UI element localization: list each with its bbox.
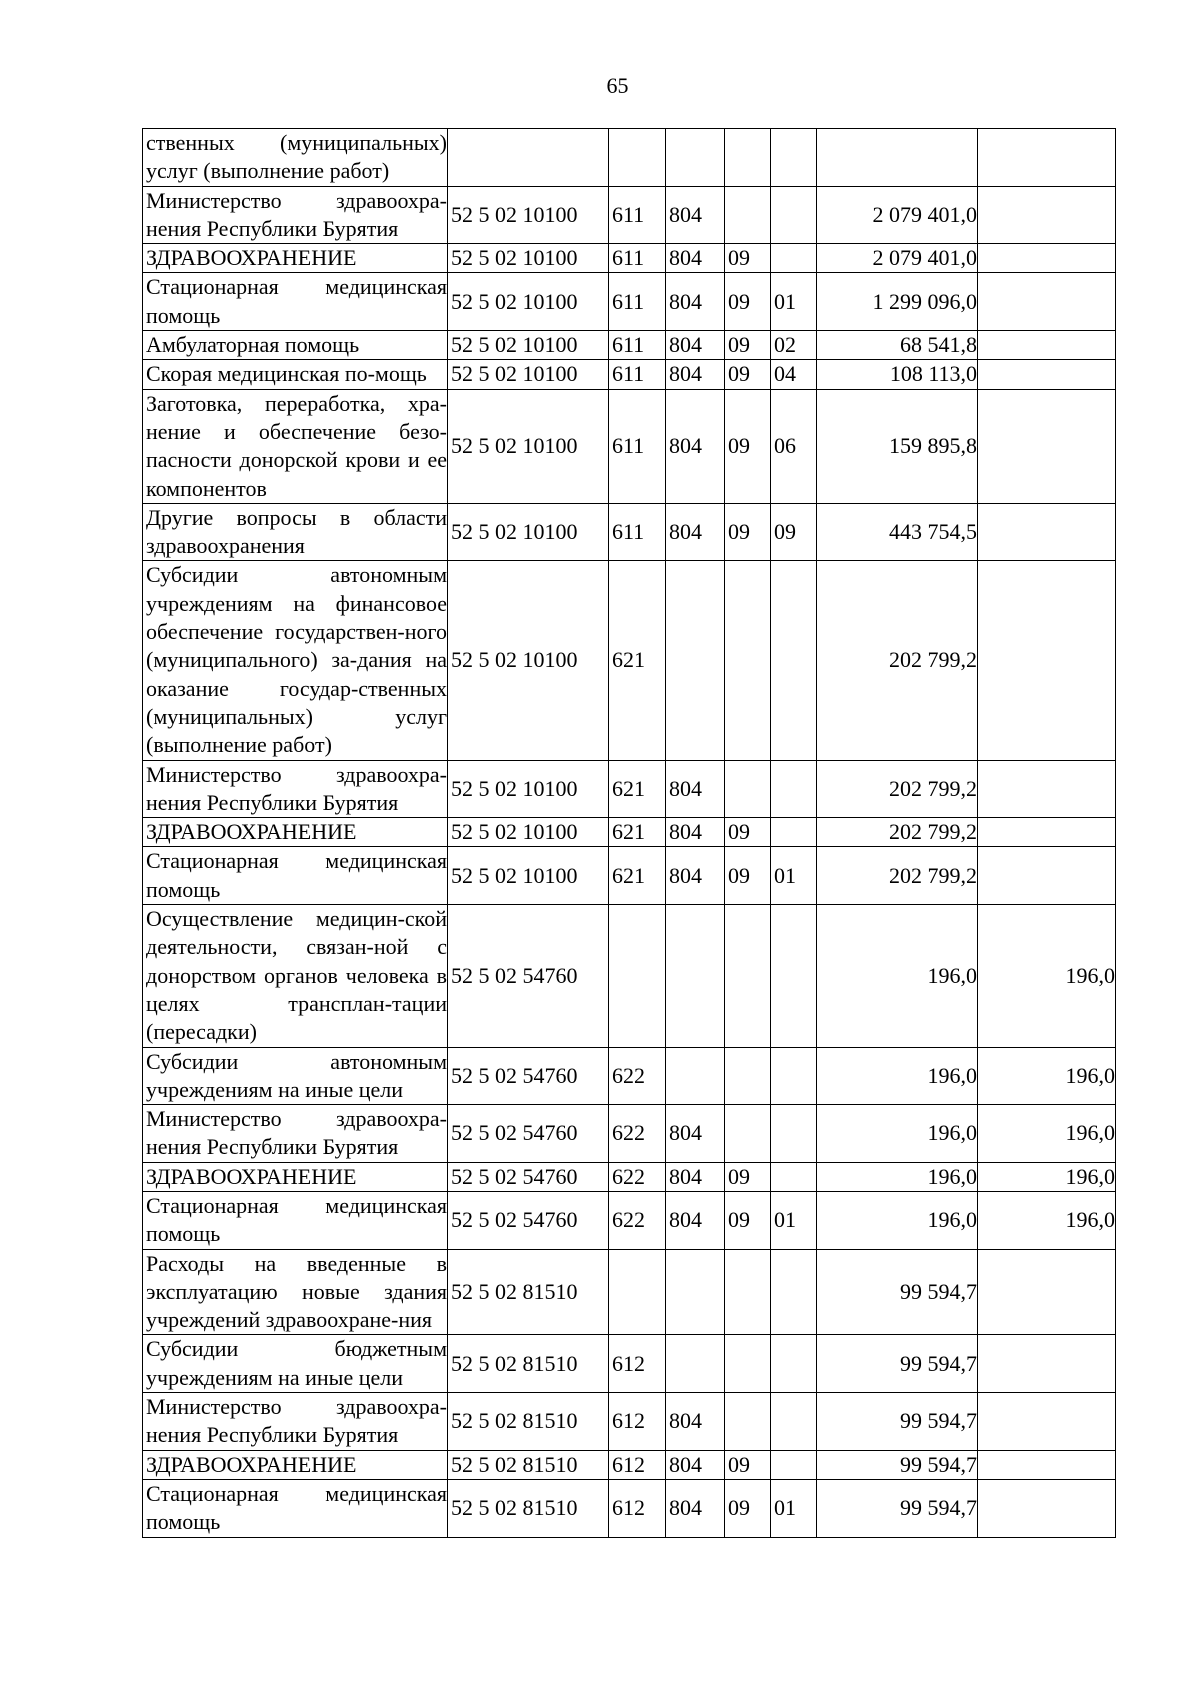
section-code-cell: 09 [725,503,771,561]
amount-cell: 2 079 401,0 [817,186,978,244]
target-article-code-cell: 52 5 02 81510 [448,1393,609,1451]
subsection-code-cell [771,244,817,273]
subsection-code-cell [771,1450,817,1479]
expense-type-code-cell: 621 [609,561,666,760]
amount-federal-cell: 196,0 [978,1047,1116,1105]
target-article-code-cell: 52 5 02 10100 [448,331,609,360]
row-name-cell: Стационарная медицинская помощь [143,847,448,905]
section-code-cell: 09 [725,360,771,389]
table-row [143,1479,1116,1537]
amount-cell: 202 799,2 [817,847,978,905]
expense-type-code-cell: 612 [609,1450,666,1479]
subsection-code-cell: 01 [771,273,817,331]
table-row [143,1047,1116,1105]
amount-federal-cell [978,129,1116,187]
amount-federal-cell [978,1335,1116,1393]
administrator-code-cell [666,1249,725,1335]
table-row [143,360,1116,389]
expense-type-code-cell: 622 [609,1105,666,1163]
target-article-code-cell: 52 5 02 10100 [448,561,609,760]
target-article-code-cell: 52 5 02 81510 [448,1335,609,1393]
expense-type-code-cell: 612 [609,1479,666,1537]
amount-federal-cell: 196,0 [978,1191,1116,1249]
administrator-code-cell: 804 [666,503,725,561]
row-name-cell: Министерство здравоохра-нения Республики Бурятия [143,1393,448,1451]
section-code-cell [725,561,771,760]
amount-cell: 443 754,5 [817,503,978,561]
section-code-cell: 09 [725,1162,771,1191]
table-row [143,1335,1116,1393]
row-name-cell: Заготовка, переработка, хра-нение и обеспечение безо-пасности донорской крови и ее компонентов [143,389,448,503]
row-name-cell: Стационарная медицинская помощь [143,1191,448,1249]
subsection-code-cell [771,1162,817,1191]
table-row [143,760,1116,818]
row-name-cell: Министерство здравоохра-нения Республики Бурятия [143,760,448,818]
amount-cell: 99 594,7 [817,1479,978,1537]
target-article-code-cell: 52 5 02 10100 [448,818,609,847]
administrator-code-cell: 804 [666,760,725,818]
target-article-code-cell: 52 5 02 10100 [448,273,609,331]
amount-federal-cell [978,1479,1116,1537]
amount-cell: 99 594,7 [817,1393,978,1451]
expense-type-code-cell: 622 [609,1047,666,1105]
amount-cell: 196,0 [817,1105,978,1163]
table-row [143,1249,1116,1335]
row-name-cell: ЗДРАВООХРАНЕНИЕ [143,1450,448,1479]
table-row [143,1191,1116,1249]
target-article-code-cell: 52 5 02 81510 [448,1450,609,1479]
table-row [143,503,1116,561]
amount-federal-cell: 196,0 [978,905,1116,1047]
row-name-cell: Стационарная медицинская помощь [143,273,448,331]
target-article-code-cell: 52 5 02 10100 [448,186,609,244]
section-code-cell [725,129,771,187]
amount-cell: 202 799,2 [817,760,978,818]
expense-type-code-cell: 611 [609,244,666,273]
table-row [143,244,1116,273]
section-code-cell [725,1105,771,1163]
administrator-code-cell: 804 [666,360,725,389]
subsection-code-cell: 01 [771,1191,817,1249]
table-row [143,1450,1116,1479]
row-name-cell: Расходы на введенные в эксплуатацию новые здания учреждений здравоохране-ния [143,1249,448,1335]
administrator-code-cell [666,1335,725,1393]
table-row [143,1393,1116,1451]
administrator-code-cell: 804 [666,273,725,331]
target-article-code-cell: 52 5 02 81510 [448,1479,609,1537]
expense-type-code-cell: 611 [609,360,666,389]
subsection-code-cell: 02 [771,331,817,360]
section-code-cell [725,905,771,1047]
table-row [143,331,1116,360]
section-code-cell: 09 [725,244,771,273]
amount-cell: 99 594,7 [817,1450,978,1479]
expense-type-code-cell [609,1249,666,1335]
amount-cell: 108 113,0 [817,360,978,389]
amount-federal-cell [978,561,1116,760]
amount-cell: 202 799,2 [817,818,978,847]
amount-cell: 196,0 [817,905,978,1047]
subsection-code-cell: 06 [771,389,817,503]
amount-cell: 196,0 [817,1162,978,1191]
table-row [143,561,1116,760]
amount-cell [817,129,978,187]
amount-federal-cell [978,760,1116,818]
section-code-cell [725,1249,771,1335]
administrator-code-cell [666,1047,725,1105]
row-name-cell: Субсидии автономным учреждениям на финансовое обеспечение государствен-ного (муниципального) за-дания на оказание государ-ственных (муниципальных) услуг (выполнение работ) [143,561,448,760]
administrator-code-cell: 804 [666,1479,725,1537]
amount-cell: 99 594,7 [817,1335,978,1393]
subsection-code-cell: 01 [771,1479,817,1537]
expense-type-code-cell: 612 [609,1393,666,1451]
section-code-cell: 09 [725,1479,771,1537]
target-article-code-cell: 52 5 02 54760 [448,905,609,1047]
row-name-cell: ЗДРАВООХРАНЕНИЕ [143,244,448,273]
table-row [143,186,1116,244]
administrator-code-cell: 804 [666,1450,725,1479]
table-row [143,273,1116,331]
administrator-code-cell: 804 [666,389,725,503]
expense-type-code-cell: 622 [609,1162,666,1191]
section-code-cell [725,1335,771,1393]
administrator-code-cell: 804 [666,818,725,847]
subsection-code-cell [771,1047,817,1105]
table-row [143,847,1116,905]
section-code-cell: 09 [725,331,771,360]
subsection-code-cell [771,1335,817,1393]
row-name-cell: Амбулаторная помощь [143,331,448,360]
section-code-cell: 09 [725,847,771,905]
section-code-cell [725,1047,771,1105]
subsection-code-cell [771,760,817,818]
amount-federal-cell [978,186,1116,244]
administrator-code-cell [666,905,725,1047]
amount-cell: 99 594,7 [817,1249,978,1335]
expense-type-code-cell [609,905,666,1047]
amount-cell: 202 799,2 [817,561,978,760]
administrator-code-cell: 804 [666,1162,725,1191]
row-name-cell: Скорая медицинская по-мощь [143,360,448,389]
amount-federal-cell [978,331,1116,360]
target-article-code-cell: 52 5 02 10100 [448,244,609,273]
amount-federal-cell [978,244,1116,273]
amount-cell: 196,0 [817,1191,978,1249]
expense-type-code-cell [609,129,666,187]
section-code-cell: 09 [725,273,771,331]
subsection-code-cell [771,1249,817,1335]
target-article-code-cell: 52 5 02 54760 [448,1047,609,1105]
row-name-cell: ственных (муниципальных) услуг (выполнение работ) [143,129,448,187]
administrator-code-cell: 804 [666,1393,725,1451]
administrator-code-cell: 804 [666,1191,725,1249]
row-name-cell: Министерство здравоохра-нения Республики Бурятия [143,1105,448,1163]
amount-cell: 2 079 401,0 [817,244,978,273]
expense-type-code-cell: 621 [609,760,666,818]
section-code-cell [725,1393,771,1451]
row-name-cell: Субсидии автономным учреждениям на иные цели [143,1047,448,1105]
administrator-code-cell: 804 [666,186,725,244]
administrator-code-cell [666,561,725,760]
section-code-cell [725,186,771,244]
row-name-cell: Стационарная медицинская помощь [143,1479,448,1537]
amount-federal-cell [978,273,1116,331]
subsection-code-cell: 04 [771,360,817,389]
amount-federal-cell: 196,0 [978,1162,1116,1191]
expense-type-code-cell: 611 [609,186,666,244]
expense-type-code-cell: 622 [609,1191,666,1249]
subsection-code-cell [771,1105,817,1163]
table-row [143,129,1116,187]
amount-federal-cell [978,1450,1116,1479]
row-name-cell: Осуществление медицин-ской деятельности, связан-ной с донорством органов человека в целях трансплан-тации (пересадки) [143,905,448,1047]
expense-type-code-cell: 611 [609,331,666,360]
expense-type-code-cell: 611 [609,273,666,331]
section-code-cell: 09 [725,1191,771,1249]
subsection-code-cell [771,905,817,1047]
section-code-cell [725,760,771,818]
subsection-code-cell [771,1393,817,1451]
section-code-cell: 09 [725,818,771,847]
amount-federal-cell [978,1393,1116,1451]
target-article-code-cell: 52 5 02 10100 [448,760,609,818]
subsection-code-cell [771,818,817,847]
amount-cell: 159 895,8 [817,389,978,503]
row-name-cell: Министерство здравоохра-нения Республики Бурятия [143,186,448,244]
row-name-cell: ЗДРАВООХРАНЕНИЕ [143,1162,448,1191]
amount-federal-cell [978,1249,1116,1335]
table-row [143,389,1116,503]
subsection-code-cell [771,186,817,244]
row-name-cell: ЗДРАВООХРАНЕНИЕ [143,818,448,847]
row-name-cell: Другие вопросы в области здравоохранения [143,503,448,561]
table-body [143,129,1116,1538]
expense-type-code-cell: 621 [609,847,666,905]
table-row [143,905,1116,1047]
amount-federal-cell [978,847,1116,905]
page-number: 65 [606,73,629,98]
subsection-code-cell: 09 [771,503,817,561]
target-article-code-cell: 52 5 02 54760 [448,1162,609,1191]
subsection-code-cell: 01 [771,847,817,905]
amount-cell: 196,0 [817,1047,978,1105]
amount-federal-cell [978,360,1116,389]
amount-cell: 1 299 096,0 [817,273,978,331]
expense-type-code-cell: 621 [609,818,666,847]
administrator-code-cell: 804 [666,1105,725,1163]
amount-cell: 68 541,8 [817,331,978,360]
amount-federal-cell [978,389,1116,503]
administrator-code-cell: 804 [666,244,725,273]
target-article-code-cell: 52 5 02 54760 [448,1191,609,1249]
amount-federal-cell [978,818,1116,847]
section-code-cell: 09 [725,1450,771,1479]
target-article-code-cell: 52 5 02 10100 [448,847,609,905]
amount-federal-cell [978,503,1116,561]
expense-type-code-cell: 611 [609,503,666,561]
budget-table [142,128,1116,1538]
target-article-code-cell: 52 5 02 81510 [448,1249,609,1335]
expense-type-code-cell: 611 [609,389,666,503]
table-row [143,818,1116,847]
subsection-code-cell [771,129,817,187]
table-row [143,1105,1116,1163]
section-code-cell: 09 [725,389,771,503]
row-name-cell: Субсидии бюджетным учреждениям на иные цели [143,1335,448,1393]
target-article-code-cell: 52 5 02 10100 [448,503,609,561]
amount-federal-cell: 196,0 [978,1105,1116,1163]
administrator-code-cell: 804 [666,331,725,360]
target-article-code-cell: 52 5 02 10100 [448,360,609,389]
subsection-code-cell [771,561,817,760]
target-article-code-cell: 52 5 02 54760 [448,1105,609,1163]
expense-type-code-cell: 612 [609,1335,666,1393]
table-row [143,1162,1116,1191]
target-article-code-cell: 52 5 02 10100 [448,389,609,503]
target-article-code-cell [448,129,609,187]
administrator-code-cell: 804 [666,847,725,905]
administrator-code-cell [666,129,725,187]
